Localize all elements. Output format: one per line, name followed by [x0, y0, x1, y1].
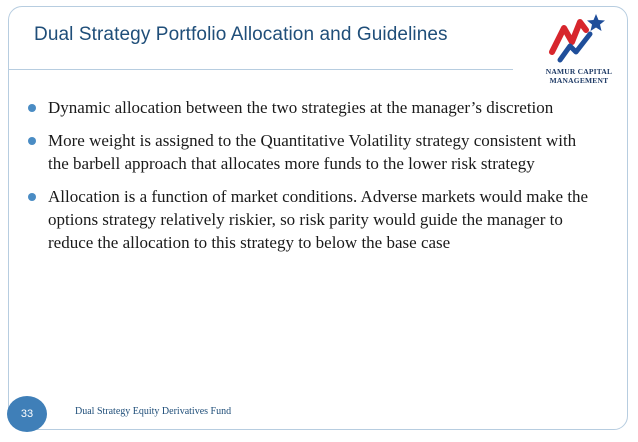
bullet-text: More weight is assigned to the Quantitative Volatility strategy consistent with the barbell approach that allocates more funds to the lower risk strategy [48, 131, 577, 173]
logo-mark-icon [546, 12, 612, 68]
bullet-text: Allocation is a function of market conditions. Adverse markets would make the options strategy relatively riskier, so risk parity would guide the manager to reduce the allocation to this strategy to below the base case [48, 187, 589, 252]
logo-line-2: MANAGEMENT [549, 76, 609, 85]
bullet-item [24, 96, 594, 119]
bullet-list [24, 96, 594, 264]
bullet-icon [28, 104, 36, 112]
slide-title: Dual Strategy Portfolio Allocation and Guidelines [34, 24, 448, 45]
logo-line-1: NAMUR CAPITAL [545, 67, 613, 76]
bullet-text: Dynamic allocation between the two strategies at the manager’s discretion [48, 98, 554, 117]
page-number-badge: 33 [7, 396, 47, 432]
bullet-icon [28, 193, 36, 201]
footer-text: Dual Strategy Equity Derivatives Fund [75, 406, 232, 417]
title-divider [8, 69, 513, 70]
logo-text [538, 67, 620, 85]
bullet-item [24, 185, 594, 254]
bullet-icon [28, 137, 36, 145]
company-logo [538, 12, 620, 97]
bullet-item [24, 129, 594, 175]
